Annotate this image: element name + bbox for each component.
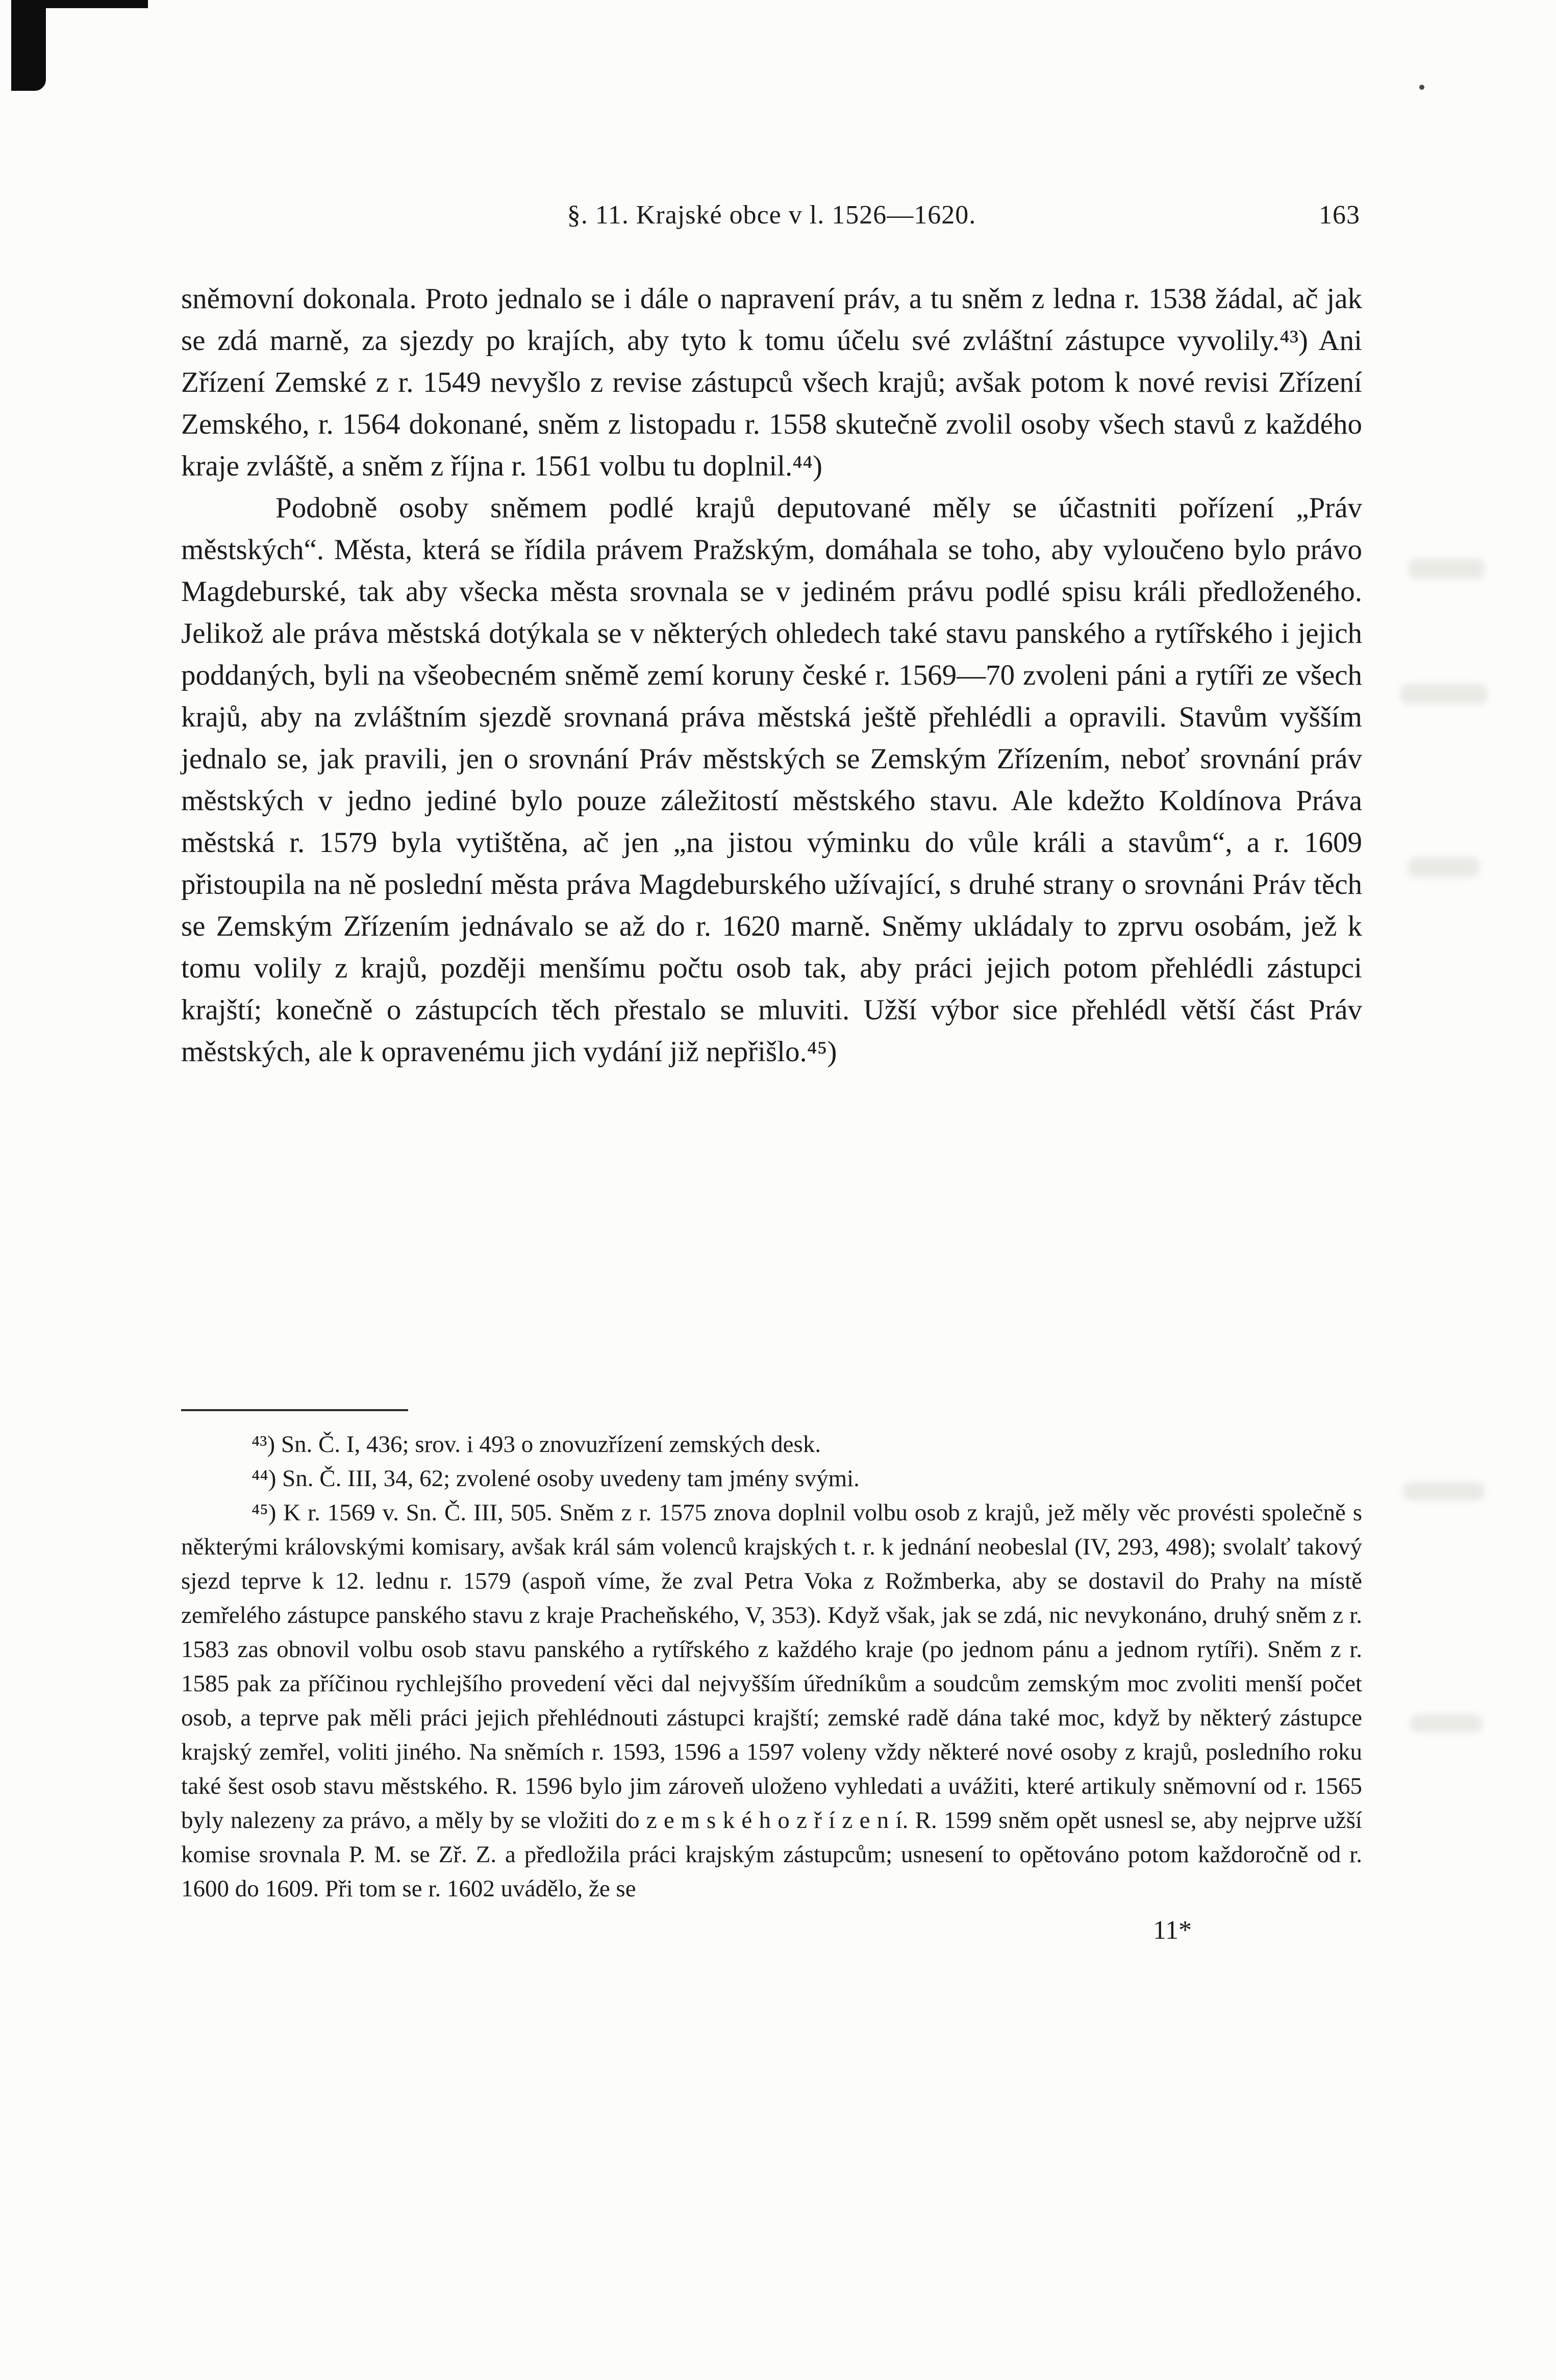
footnote-45: ⁴⁵) K r. 1569 v. Sn. Č. III, 505. Sněm z r. 1575 znova doplnil volbu osob z krajů, jež měly věc provésti společně s některými královskými komisary, avšak král sám volenců krajských t. r. k jednání neobeslal (IV, 293, 498); svolalť takový sjezd teprve k 12. lednu r. 1579 (aspoň víme, že zval Petra Voka z Rožmberka, aby se dostavil do Prahy na místě zemřelého zástupce panského stavu z kraje Pracheňského, V, 353). Když však, jak se zdá, nic nevykonáno, druhý sněm z r. 1583 zas obnovil volbu osob stavu panského a rytířského z každého kraje (po jednom pánu a jednom rytíři). Sněm z r. 1585 pak za příčinou rychlejšího provedení věci dal nejvyšším úředníkům a soudcům zemským moc zvoliti menší počet osob, a teprve pak měli práci jejich přehlédnouti zástupci krajští; zemské radě dána také moc, když by některý zástupce krajský zemřel, voliti jiného. Na sněmích r. 1593, 1596 a 1597 voleny vždy některé nové osoby z krajů, posledního roku také šest osob stavu městského. R. 1596 bylo jim zároveň uloženo vyhledati a uvážiti, které artikuly sněmovní od r. 1565 byly nalezeny za právo, a měly by se vložiti do z e m s k é h o z ř í z e n í. R. 1599 sněm opět usnesl se, aby nejprve užší komise srovnala P. M. se Zř. Z. a předložila práci krajským zástupcům; usnesení to opětováno potom každoročně od r. 1600 do 1609. Při tom se r. 1602 uvádělo, že se	[181, 1499, 1362, 1902]
page-header	[181, 200, 1362, 230]
footnotes-block	[181, 1427, 1362, 1947]
footnote-separator-rule	[181, 1409, 408, 1411]
scan-ink-artifact	[11, 0, 46, 91]
footnote-43: ⁴³) Sn. Č. I, 436; srov. i 493 o znovuzřízení zemských desk.	[252, 1431, 821, 1458]
paragraph: sněmovní dokonala. Proto jednalo se i dále o napravení práv, a tu sněm z ledna r. 1538 žádal, ač jak se zdá marně, za sjezdy po krajích, aby tyto k tomu účelu své zvláštní zástupce vyvolily.⁴³) Ani Zřízení Zemské z r. 1549 nevyšlo z revise zástupců všech krajů; avšak potom k nové revisi Zřízení Zemského, r. 1564 dokonané, sněm z listopadu r. 1558 skutečně zvolil osoby všech stavů z každého kraje zvláště, a sněm z října r. 1561 volbu tu doplnil.⁴⁴)	[181, 283, 1362, 482]
bleedthrough-artifact	[1400, 684, 1487, 704]
footnote-44: ⁴⁴) Sn. Č. III, 34, 62; zvolené osoby uvedeny tam jmény svými.	[252, 1465, 860, 1492]
main-text-block	[181, 278, 1362, 1073]
running-title: §. 11. Krajské obce v l. 1526—1620.	[567, 201, 976, 230]
bleedthrough-artifact	[1403, 1482, 1485, 1500]
bleedthrough-artifact	[1408, 857, 1479, 878]
page-number: 163	[1319, 201, 1360, 230]
signature-mark: 11*	[1153, 1916, 1192, 1945]
bleedthrough-artifact	[1411, 1714, 1482, 1733]
scan-ink-artifact	[11, 0, 148, 8]
paragraph: Podobně osoby sněmem podlé krajů deputované měly se účastniti pořízení „Práv městských“. Města, která se řídila právem Pražským, domáhala se toho, aby vyloučeno bylo právo Magdeburské, tak aby všecka města srovnala se v jediném právu podlé spisu králi předloženého. Jelikož ale práva městská dotýkala se v některých ohledech také stavu panského a rytířského i jejich poddaných, byli na všeobecném sněmě zemí koruny české r. 1569—70 zvoleni páni a rytíři ze všech krajů, aby na zvláštním sjezdě srovnaná práva městská ještě přehlédli a opravili. Stavům vyšším jednalo se, jak pravili, jen o srovnání Práv městských se Zemským Zřízením, neboť srovnání práv městských v jedno jediné bylo pouze záležitostí městského stavu. Ale kdežto Koldínova Práva městská r. 1579 byla vytištěna, ač jen „na jistou výminku do vůle králi a stavům“, a r. 1609 přistoupila na ně poslední města práva Magdeburského užívající, s druhé strany o srovnáni Práv těch se Zemským Zřízením jednávalo se až do r. 1620 marně. Sněmy ukládaly to zprvu osobám, jež k tomu volily z krajů, později menšímu počtu osob tak, aby práci jejich potom přehlédli zástupci krajští; konečně o zástupcích těch přestalo se mluviti. Užší výbor sice přehlédl větší část Práv městských, ale k opravenému jich vydání již nepřišlo.⁴⁵)	[181, 492, 1362, 1068]
scan-speck-artifact	[1419, 85, 1424, 90]
bleedthrough-artifact	[1408, 559, 1485, 579]
